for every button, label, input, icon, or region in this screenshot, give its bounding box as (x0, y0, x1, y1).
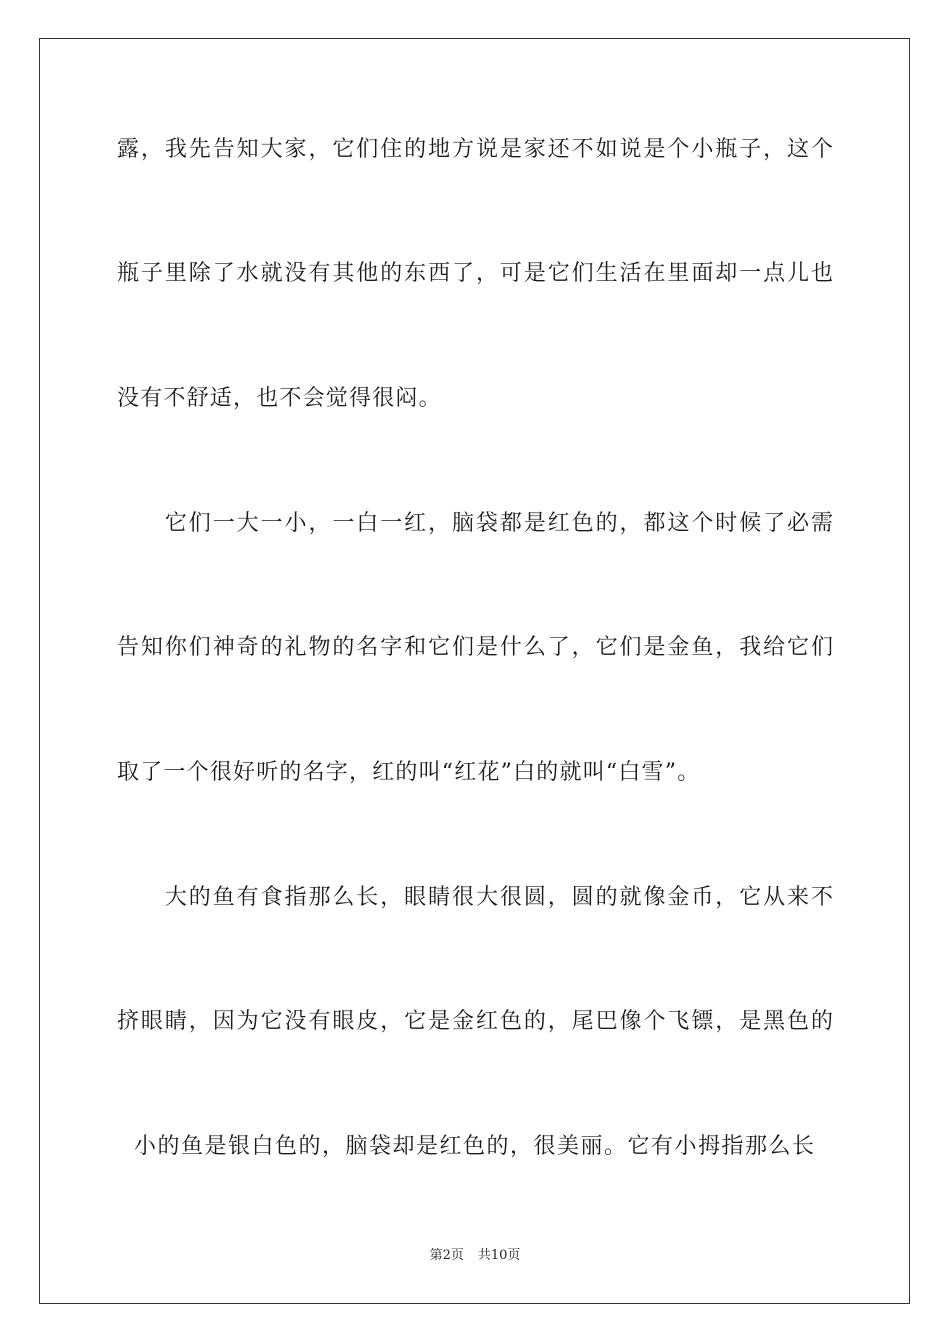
text-line: 告知你们神奇的礼物的名字和它们是什么了，它们是金鱼，我给它们 (117, 635, 833, 660)
page-total: 共10页 (477, 1248, 521, 1263)
text-line: 大的鱼有食指那么长，眼睛很大很圆，圆的就像金币，它从来不 (117, 885, 833, 910)
text-line: 挤眼睛，因为它没有眼皮，它是金红色的，尾巴像个飞镖，是黑色的 (117, 1009, 833, 1034)
text-line: 瓶子里除了水就没有其他的东西了，可是它们生活在里面却一点儿也 (117, 261, 833, 286)
text-line: 没有不舒适，也不会觉得很闷。 (117, 386, 442, 411)
text-line: 它们一大一小，一白一红，脑袋都是红色的，都这个时候了必需 (117, 511, 833, 536)
page-number: 第2页 (429, 1248, 464, 1263)
text-line: 露，我先告知大家，它们住的地方说是家还不如说是个小瓶子，这个 (117, 137, 833, 162)
text-line: 小的鱼是银白色的，脑袋却是红色的，很美丽。它有小拇指那么长 (117, 1134, 816, 1159)
page-footer (0, 1247, 950, 1265)
text-line: 取了一个很好听的名字，红的叫“红花”白的就叫“白雪”。 (117, 760, 701, 785)
page-border (39, 38, 910, 1304)
